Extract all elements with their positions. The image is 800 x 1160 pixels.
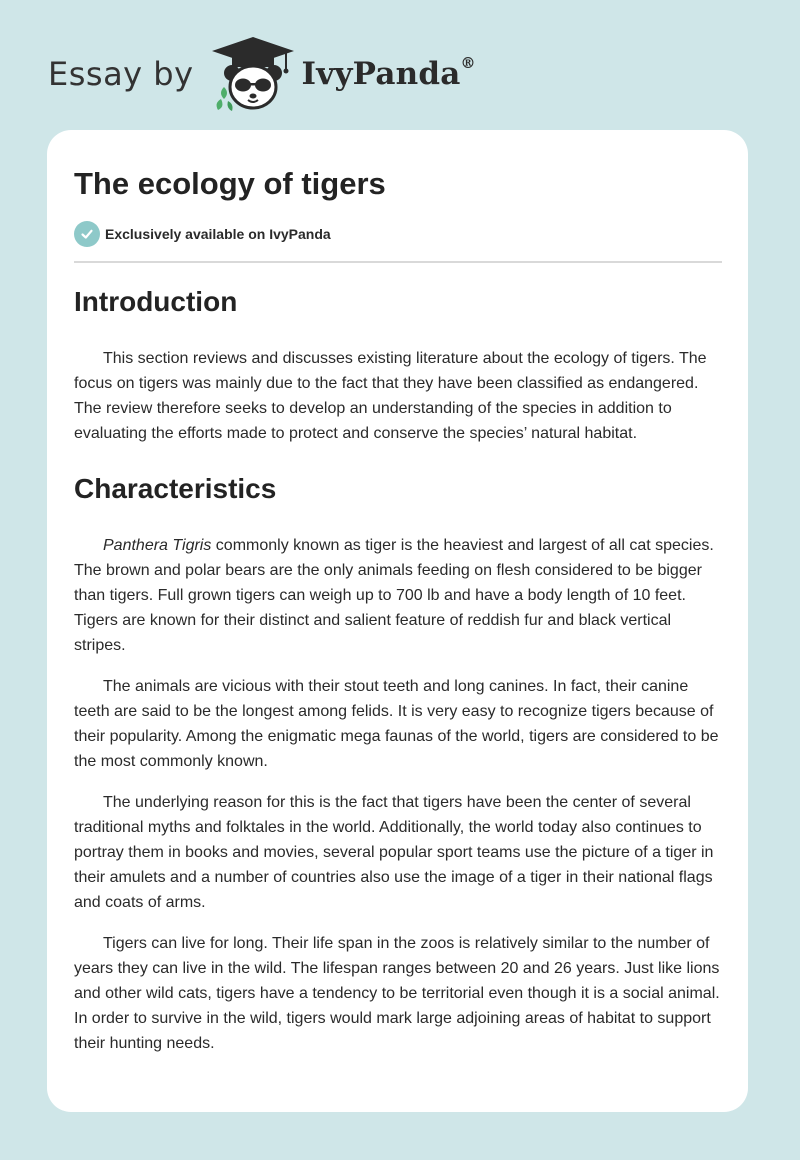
species-name: Panthera Tigris — [103, 537, 212, 554]
paragraph: The underlying reason for this is the fact that tigers have been the center of several traditional myths and folktales in the world. Additionally, the world today also continues to portray them in books and movies, several popular sport teams use the picture of a tiger in their amulets and a number of countries also use the image of a tiger in their national flags and coats of arms. — [74, 794, 714, 911]
brand-prefix: Essay by — [48, 55, 194, 93]
essay-title: The ecology of tigers — [74, 166, 386, 201]
paragraph: Tigers can live for long. Their life span in the zoos is relatively similar to the number of years they can live in the wild. The lifespan ranges between 20 and 26 years. Just like lions and other wild cats, tigers have a tendency to be territorial even though it is a social animal. In order to survive in the wild, tigers would mark large adjoining areas of habitat to support their hunting needs. — [74, 935, 720, 1052]
exclusive-label: Exclusively available on IvyPanda — [105, 226, 331, 242]
paragraph — [74, 533, 722, 658]
paragraph: This section reviews and discusses existing literature about the ecology of tigers. The focus on tigers was mainly due to the fact that they have been classified as endangered. The review therefore seeks to develop an understanding of the species in addition to evaluating the efforts made to protect and conserve the species’ natural habitat. — [74, 350, 707, 442]
section-heading-characteristics: Characteristics — [74, 473, 277, 504]
exclusive-badge — [74, 220, 722, 248]
check-circle-icon — [74, 221, 100, 247]
registered-mark: ® — [460, 54, 476, 72]
panda-graduation-cap-icon — [210, 35, 296, 113]
divider — [74, 261, 722, 263]
section-heading-introduction: Introduction — [74, 286, 238, 317]
brand-name-text: IvyPanda — [301, 56, 461, 92]
essay-card — [47, 130, 748, 1112]
brand-header[interactable] — [48, 34, 476, 114]
brand-name — [302, 56, 476, 92]
paragraph-text: commonly known as tiger is the heaviest and largest of all cat species. The brown and polar bears are the only animals feeding on flesh considered to be bigger than tigers. Full grown tigers can weigh up to 700 lb and have a body length of 10 feet. Tigers are known for their distinct and salient feature of reddish fur and black vertical stripes. — [74, 537, 714, 654]
paragraph: The animals are vicious with their stout teeth and long canines. In fact, their canine teeth are said to be the longest among felids. It is very easy to recognize tigers because of their popularity. Among the enigmatic mega faunas of the world, tigers are considered to be the most commonly known. — [74, 678, 719, 770]
